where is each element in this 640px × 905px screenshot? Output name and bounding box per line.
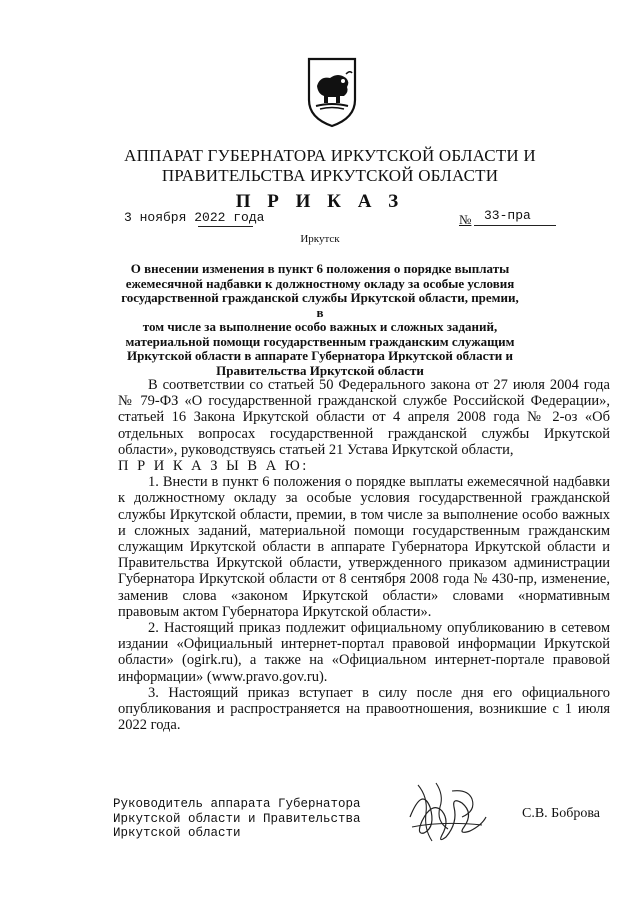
position-line: Руководитель аппарата Губернатора <box>113 797 361 811</box>
subject-line: том числе за выполнение особо важных и сложных заданий, <box>142 319 498 334</box>
date-underline <box>198 226 253 227</box>
number-label <box>459 212 471 228</box>
number-underline <box>474 225 556 226</box>
subject-line: материальной помощи государственным гражданским служащим <box>125 333 515 349</box>
subject-line: государственной гражданской службы Иркутской области, премии, в <box>121 290 519 320</box>
handwritten-signature <box>402 777 494 849</box>
item-3-paragraph: 3. Настоящий приказ вступает в силу после дня его официального опубликования и распространяется на правоотношения, возникшие с 1 июля 2022 года. <box>118 684 610 734</box>
subject-line: О внесении изменения в пункт 6 положения о порядке выплаты <box>130 261 510 276</box>
decree-heading: П Р И К А З Ы В А Ю: <box>118 458 309 475</box>
subject-line: Правительства Иркутской области <box>216 362 424 378</box>
signatory-name: С.В. Боброва <box>522 806 600 821</box>
document-body <box>118 377 610 733</box>
coat-of-arms-emblem <box>306 56 358 128</box>
signatory-position <box>113 797 373 841</box>
subject-line: ежемесячной надбавки к должностному окладу за особые условия <box>125 275 515 291</box>
position-line: Иркутской области <box>113 826 241 840</box>
document-type-title: П Р И К А З <box>235 191 405 212</box>
organization-name <box>60 146 600 186</box>
subject-line: Иркутской области в аппарате Губернатора Иркутской области и <box>127 348 513 363</box>
document-subject <box>118 262 522 378</box>
number-sign: № <box>459 212 472 227</box>
document-date: 3 ноября 2022 года <box>124 210 265 225</box>
organization-line-2: ПРАВИТЕЛЬСТВА ИРКУТСКОЙ ОБЛАСТИ <box>161 166 499 185</box>
item-1-paragraph: 1. Внести в пункт 6 положения о порядке выплаты ежемесячной надбавки к должностному окладу за особые условия государственной гражданской службы Иркутской области, премии, в том числе за выполнение особо важных и сложных заданий, материальной помощи государственным гражданским служащим Иркутской области в аппарате Губернатора Иркутской области и Правительства Иркутской области, утвержденного приказом администрации Губернатора Иркутской области от 8 сентября 2008 года № 430-пр, изменение, заменив слова «законом Иркутской области» словами «нормативным правовым актом Губернатора Иркутской области». <box>118 474 610 620</box>
item-2-paragraph: 2. Настоящий приказ подлежит официальному опубликованию в сетевом издании «Официальный интернет-портал правовой информации Иркутской области» (ogirk.ru), а также на «Официальном интернет-портале правовой информации» (www.pravo.gov.ru). <box>118 620 610 685</box>
document-number: 33-пра <box>484 208 531 223</box>
organization-line-1: АППАРАТ ГУБЕРНАТОРА ИРКУТСКОЙ ОБЛАСТИ И <box>124 146 536 165</box>
preamble-paragraph: В соответствии со статьей 50 Федерального закона от 27 июля 2004 года № 79-ФЗ «О государственной гражданской службе Российской Федерации», статьей 16 Закона Иркутской области от 4 апреля 2008 года № 2-оз «Об отдельных вопросах государственной гражданской службы Иркутской области», руководствуясь статьей 21 Устава Иркутской области, <box>118 377 610 458</box>
city-name: Иркутск <box>300 233 340 245</box>
position-line: Иркутской области и Правительства <box>113 811 361 826</box>
